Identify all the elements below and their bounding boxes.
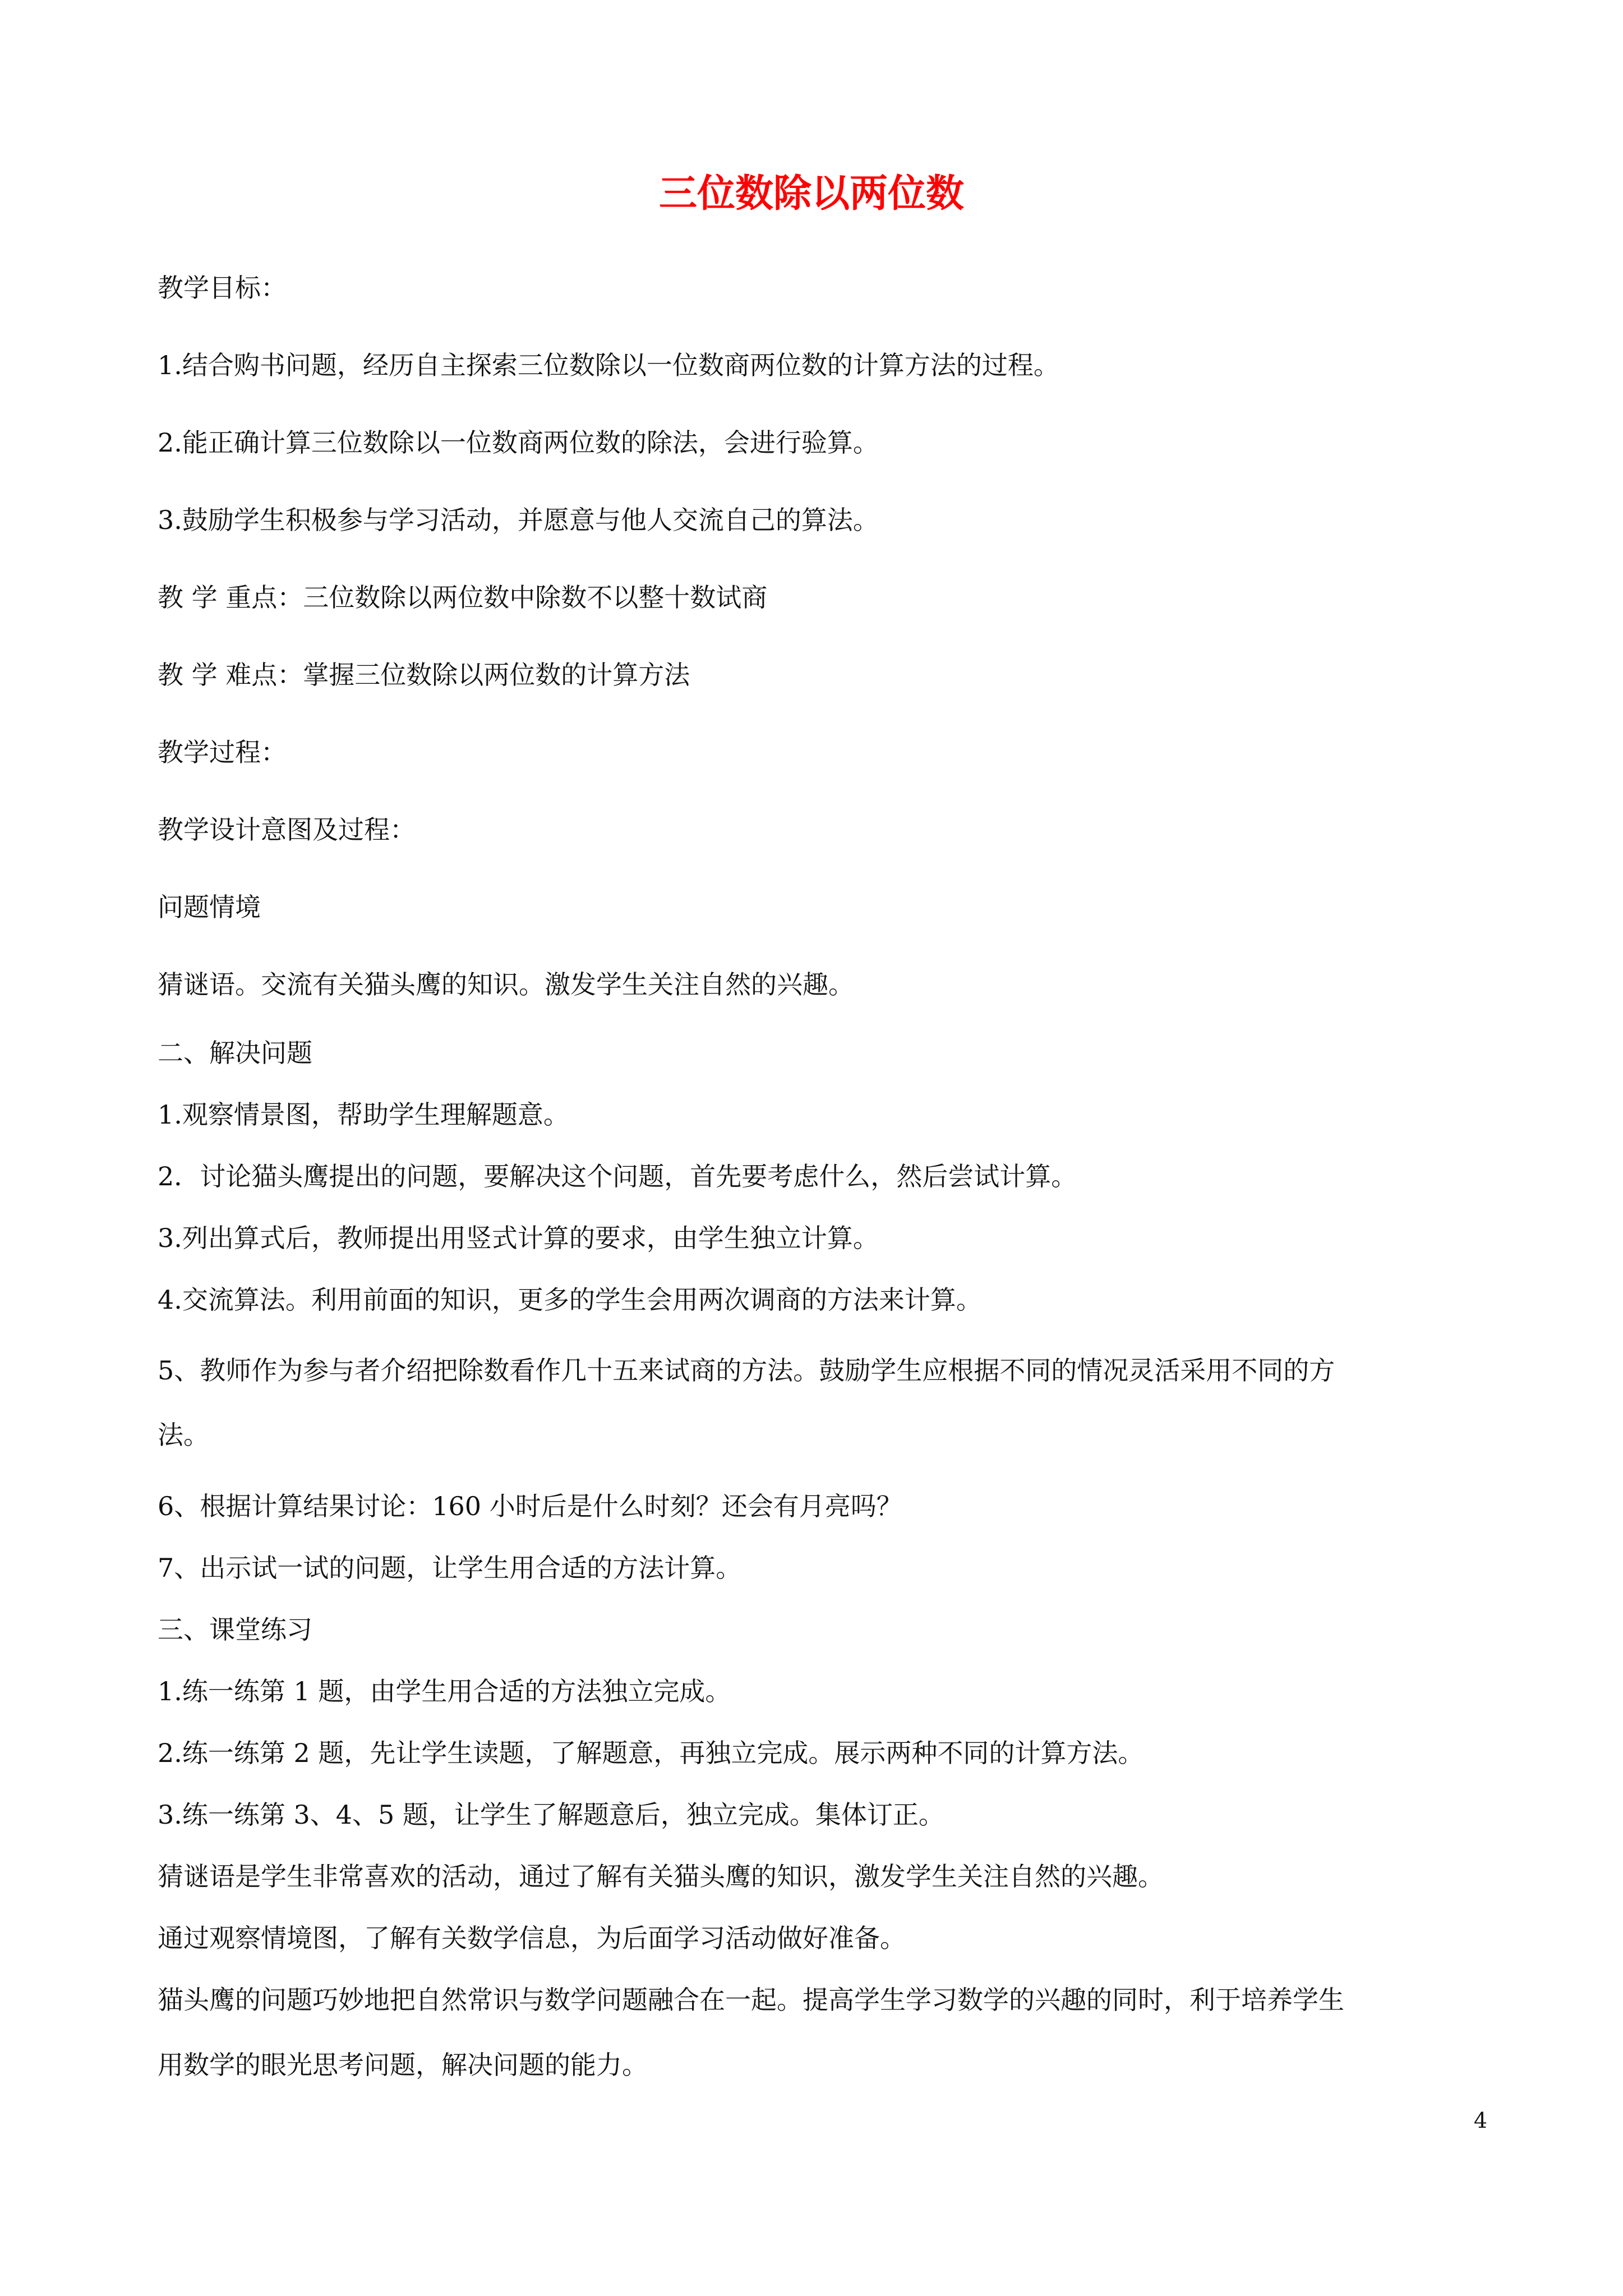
section-heading-practice: 三、课堂练习 [158,1614,312,1645]
section-heading-objectives: 教学目标： [158,273,287,303]
paragraph: 猜谜语。交流有关猫头鹰的知识。激发学生关注自然的兴趣。 [158,969,854,1000]
difficult-point: 教 学 难点：掌握三位数除以两位数的计算方法 [158,660,690,690]
paragraph: 通过观察情境图，了解有关数学信息，为后面学习活动做好准备。 [158,1923,906,1953]
list-item: 2.练一练第 2 题，先让学生读题，了解题意，再独立完成。展示两种不同的计算方法。 [158,1738,1144,1768]
list-item: 6、根据计算结果讨论：160 小时后是什么时刻？还会有月亮吗？ [158,1491,902,1521]
paragraph: 3.鼓励学生积极参与学习活动，并愿意与他人交流自己的算法。 [158,505,879,535]
list-item: 1.练一练第 1 题，由学生用合适的方法独立完成。 [158,1676,731,1706]
key-point: 教 学 重点：三位数除以两位数中除数不以整十数试商 [158,582,768,613]
paragraph: 猜谜语是学生非常喜欢的活动，通过了解有关猫头鹰的知识，激发学生关注自然的兴趣。 [158,1861,1164,1892]
page-number: 4 [1473,2108,1487,2133]
list-item: 5、教师作为参与者介绍把除数看作几十五来试商的方法。鼓励学生应根据不同的情况灵活采用不同的方 [158,1355,1335,1386]
list-item: 3.练一练第 3、4、5 题，让学生了解题意后，独立完成。集体订正。 [158,1800,944,1830]
section-heading-situation: 问题情境 [158,892,261,922]
paragraph: 1.结合购书问题，经历自主探索三位数除以一位数商两位数的计算方法的过程。 [158,350,1059,380]
paragraph: 2.能正确计算三位数除以一位数商两位数的除法，会进行验算。 [158,427,879,458]
list-item: 7、出示试一试的问题，让学生用合适的方法计算。 [158,1553,742,1583]
section-heading-solve: 二、解决问题 [158,1038,312,1068]
list-item: 4.交流算法。利用前面的知识，更多的学生会用两次调商的方法来计算。 [158,1285,982,1315]
document-title: 三位数除以两位数 [658,171,964,216]
list-item: 3.列出算式后，教师提出用竖式计算的要求，由学生独立计算。 [158,1223,879,1253]
paragraph: 猫头鹰的问题巧妙地把自然常识与数学问题融合在一起。提高学生学习数学的兴趣的同时，利于培养学生 [158,1985,1344,2015]
section-heading-process: 教学过程： [158,737,287,767]
paragraph-continuation: 用数学的眼光思考问题，解决问题的能力。 [158,2050,648,2080]
list-item: 2．讨论猫头鹰提出的问题，要解决这个问题，首先要考虑什么，然后尝试计算。 [158,1161,1077,1191]
paragraph: 教学设计意图及过程： [158,815,416,845]
list-item: 1.观察情景图，帮助学生理解题意。 [158,1099,569,1130]
list-item-continuation: 法。 [158,1420,209,1450]
